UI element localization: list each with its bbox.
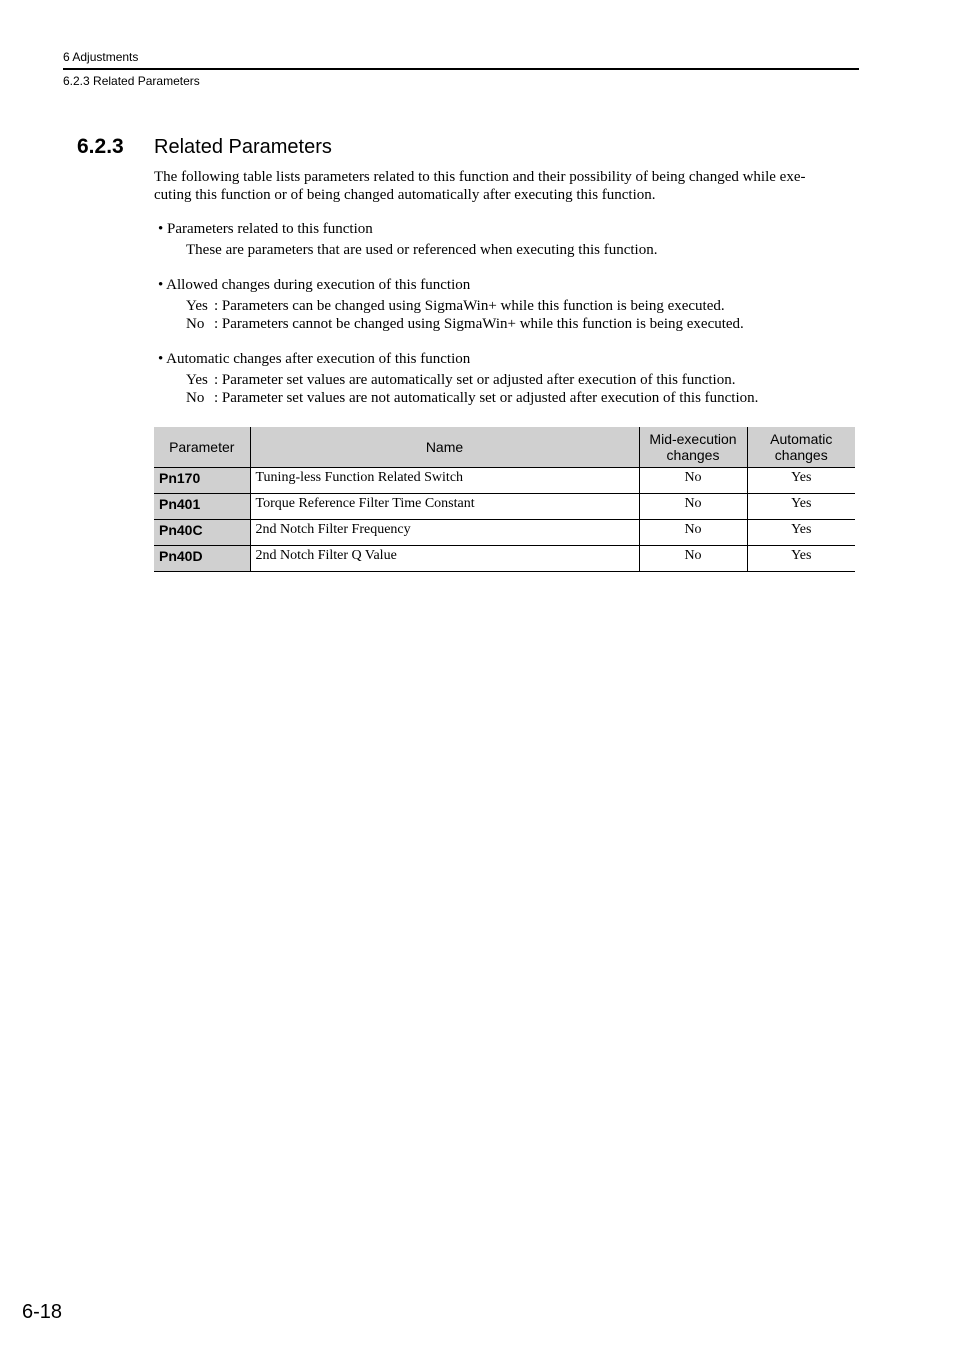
header-chapter: 6 Adjustments bbox=[63, 50, 139, 64]
definition-text: : Parameter set values are not automatically set or adjusted after execution of this function. bbox=[214, 390, 759, 406]
parameter-code: Pn170 bbox=[154, 468, 250, 494]
definition-text: : Parameter set values are automatically set or adjusted after execution of this function. bbox=[214, 372, 736, 388]
parameter-name: Tuning-less Function Related Switch bbox=[250, 468, 639, 494]
intro-line-2: cuting this function or of being changed automatically after executing this function. bbox=[154, 187, 656, 203]
column-header-parameter: Parameter bbox=[154, 427, 250, 468]
table-row bbox=[154, 494, 855, 520]
definition-yes bbox=[154, 371, 856, 389]
mid-execution-value: No bbox=[639, 494, 747, 520]
related-parameters-table bbox=[154, 427, 855, 572]
definition-yes bbox=[154, 297, 856, 315]
parameter-code: Pn40D bbox=[154, 546, 250, 572]
header-section: 6.2.3 Related Parameters bbox=[63, 74, 200, 88]
mid-execution-value: No bbox=[639, 468, 747, 494]
definition-no bbox=[154, 315, 856, 333]
column-header-mid-execution bbox=[639, 427, 747, 468]
parameter-name: 2nd Notch Filter Frequency bbox=[250, 520, 639, 546]
intro-line-1: The following table lists parameters related to this function and their possibility of being changed while exe- bbox=[154, 169, 806, 185]
parameter-code: Pn401 bbox=[154, 494, 250, 520]
automatic-value: Yes bbox=[747, 468, 855, 494]
header-line: changes bbox=[774, 447, 828, 463]
definition-key: No bbox=[186, 390, 205, 406]
definition-no bbox=[154, 389, 856, 407]
section-title: Related Parameters bbox=[154, 136, 332, 158]
bullet-title: • Allowed changes during execution of this function bbox=[158, 277, 471, 293]
definition-text: : Parameters can be changed using SigmaWin+ while this function is being executed. bbox=[214, 298, 725, 314]
bullet-description: These are parameters that are used or referenced when executing this function. bbox=[186, 242, 658, 258]
section-body bbox=[154, 168, 856, 424]
bullet-allowed-changes bbox=[154, 276, 856, 333]
table-row bbox=[154, 468, 855, 494]
bullet-related-parameters bbox=[154, 220, 856, 259]
table-row bbox=[154, 546, 855, 572]
parameter-name: Torque Reference Filter Time Constant bbox=[250, 494, 639, 520]
definition-key: Yes bbox=[186, 372, 208, 388]
bullet-title: • Parameters related to this function bbox=[158, 221, 373, 237]
parameter-name: 2nd Notch Filter Q Value bbox=[250, 546, 639, 572]
page-number: 6-18 bbox=[22, 1301, 63, 1323]
mid-execution-value: No bbox=[639, 546, 747, 572]
header-line: Mid-execution bbox=[649, 431, 737, 447]
header-line: changes bbox=[666, 447, 720, 463]
section-number: 6.2.3 bbox=[77, 135, 124, 158]
section-heading bbox=[77, 133, 332, 161]
header-line: Automatic bbox=[770, 431, 833, 447]
bullet-title: • Automatic changes after execution of this function bbox=[158, 351, 471, 367]
running-header bbox=[63, 49, 859, 89]
automatic-value: Yes bbox=[747, 494, 855, 520]
intro-paragraph bbox=[154, 168, 856, 204]
automatic-value: Yes bbox=[747, 546, 855, 572]
definition-key: No bbox=[186, 316, 205, 332]
header-rule bbox=[63, 68, 859, 70]
bullet-automatic-changes bbox=[154, 350, 856, 407]
column-header-automatic bbox=[747, 427, 855, 468]
column-header-name: Name bbox=[250, 427, 639, 468]
table-header-row bbox=[154, 427, 855, 468]
definition-text: : Parameters cannot be changed using SigmaWin+ while this function is being executed. bbox=[214, 316, 744, 332]
mid-execution-value: No bbox=[639, 520, 747, 546]
table-row bbox=[154, 520, 855, 546]
parameter-code: Pn40C bbox=[154, 520, 250, 546]
automatic-value: Yes bbox=[747, 520, 855, 546]
definition-key: Yes bbox=[186, 298, 208, 314]
